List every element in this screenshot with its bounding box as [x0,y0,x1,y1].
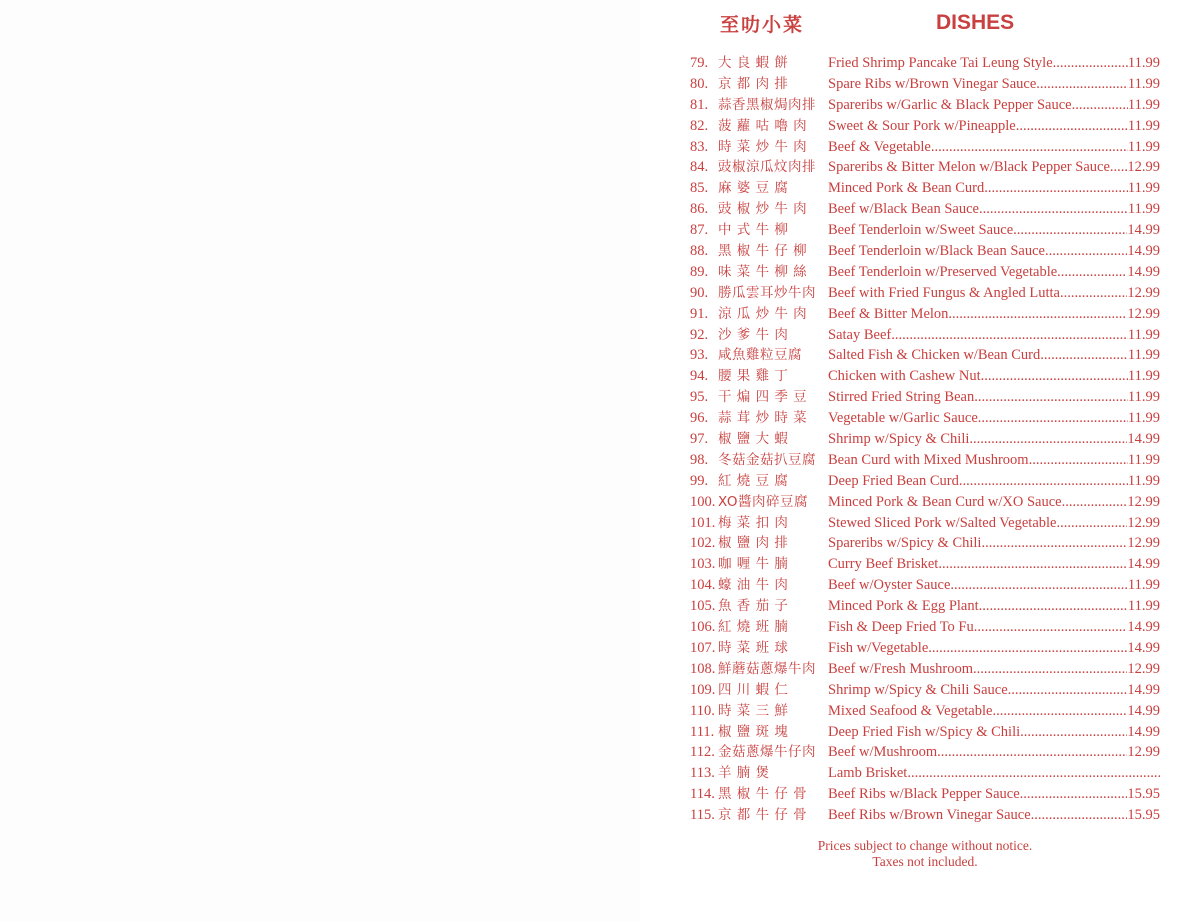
dot-leader [891,325,1128,346]
item-price: 12.99 [1127,514,1160,531]
item-number: 113. [690,765,715,782]
dot-leader [973,659,1127,680]
item-english-wrap [828,178,1160,199]
menu-item [690,513,1160,534]
item-chinese-name: 勝瓜雲耳炒牛肉 [718,284,816,301]
item-english-wrap [828,262,1160,283]
item-number: 108. [690,660,716,677]
item-chinese-name: 豉椒涼瓜炆肉排 [718,159,816,176]
item-english-name: Beef & Bitter Melon [828,305,949,322]
item-price: 14.99 [1127,222,1160,239]
item-english-name: Deep Fried Bean Curd [828,472,959,489]
item-english-name: Fish w/Vegetable [828,639,929,656]
menu-items-list [690,53,1160,826]
dot-leader [1016,116,1128,137]
item-english-name: Minced Pork & Bean Curd [828,180,985,197]
menu-item [690,366,1160,387]
item-number: 97. [690,431,709,448]
menu-item [690,408,1160,429]
menu-item [690,805,1160,826]
menu-item [690,137,1160,158]
item-english-wrap [828,450,1160,471]
dot-leader [1020,722,1127,743]
item-english-name: Beef w/Fresh Mushroom [828,660,973,677]
item-number: 94. [690,368,709,385]
item-english-name: Spareribs w/Spicy & Chili [828,535,982,552]
item-price: 11.99 [1127,117,1160,134]
item-number: 114. [690,786,715,803]
item-number: 83. [690,138,709,155]
menu-item [690,575,1160,596]
dot-leader [984,178,1128,199]
dot-leader [931,137,1128,158]
item-number: 98. [690,451,709,468]
item-number: 95. [690,389,709,406]
item-chinese-name: 魚 香 茄 子 [718,598,789,615]
item-price: 14.99 [1127,431,1160,448]
item-number: 85. [690,180,709,197]
tax-notice: Taxes not included. [872,854,978,869]
item-chinese-name: 椒 鹽 大 蝦 [718,431,789,448]
item-price: 14.99 [1127,243,1160,260]
item-english-name: Spareribs w/Garlic & Black Pepper Sauce [828,96,1072,113]
dot-leader [974,617,1128,638]
item-price: 11.99 [1127,96,1160,113]
item-chinese-name: 腰 果 雞 丁 [718,368,789,385]
item-price: 12.99 [1127,159,1160,176]
dot-leader [948,304,1127,325]
item-number: 115. [690,807,715,824]
item-price: 11.99 [1127,389,1160,406]
dot-leader [978,408,1128,429]
item-number: 111. [690,723,715,740]
item-price: 11.99 [1127,55,1160,71]
item-english-name: Beef Tenderloin w/Preserved Vegetable [828,263,1058,280]
menu-item [690,53,1160,74]
item-english-name: Beef Ribs w/Black Pepper Sauce [828,786,1020,803]
item-chinese-name: 蠔 油 牛 肉 [718,577,789,594]
menu-item [690,220,1160,241]
item-english-name: Chicken with Cashew Nut [828,368,981,385]
item-english-name: Minced Pork & Bean Curd w/XO Sauce [828,493,1062,510]
item-price: 12.99 [1127,744,1160,761]
item-price: 12.99 [1127,535,1160,552]
item-price: 12.99 [1127,660,1160,677]
item-english-wrap [828,199,1160,220]
item-price: 12.99 [1127,284,1160,301]
item-chinese-name: 蒜香黑椒焗肉排 [718,96,816,113]
dot-leader [1013,220,1127,241]
item-price: 11.99 [1127,472,1160,489]
item-english-wrap [828,492,1160,513]
item-number: 110. [690,702,715,719]
item-price: 15.95 [1127,786,1160,803]
item-number: 86. [690,201,709,218]
menu-item [690,429,1160,450]
item-number: 104. [690,577,716,594]
item-chinese-name: 中 式 牛 柳 [718,222,789,239]
item-price: 11.99 [1127,347,1160,364]
dot-leader [1053,53,1128,74]
menu-item [690,116,1160,137]
item-chinese-name: 鮮蘑菇蔥爆牛肉 [718,660,816,677]
item-price: 15.95 [1127,807,1160,824]
header-english-title: DISHES [936,11,1015,34]
menu-item [690,178,1160,199]
item-price: 14.99 [1127,556,1160,573]
item-price: 11.99 [1127,410,1160,427]
item-english-name: Beef Tenderloin w/Black Bean Sauce [828,243,1045,260]
item-english-wrap [828,74,1160,95]
dot-leader [1040,345,1128,366]
dishes-menu [690,8,1160,824]
dot-leader [907,763,1160,784]
dot-leader [1029,450,1128,471]
item-number: 89. [690,263,709,280]
item-english-name: Beef Ribs w/Brown Vinegar Sauce [828,807,1031,824]
item-price: 14.99 [1127,263,1160,280]
item-chinese-name: 京 都 肉 排 [718,75,789,92]
item-number: 91. [690,305,709,322]
menu-item [690,283,1160,304]
item-price: 14.99 [1127,619,1160,636]
menu-item [690,262,1160,283]
item-chinese-name: 梅 菜 扣 肉 [718,514,789,531]
dot-leader [1057,262,1127,283]
menu-item [690,74,1160,95]
item-number: 100. [690,493,716,510]
item-english-name: Mixed Seafood & Vegetable [828,702,993,719]
item-english-wrap [828,116,1160,137]
item-chinese-name: 羊 腩 煲 [718,765,770,782]
item-english-wrap [828,784,1160,805]
item-english-wrap [828,345,1160,366]
item-number: 109. [690,681,716,698]
dot-leader [979,596,1128,617]
item-price: 11.99 [1127,138,1160,155]
dot-leader [969,429,1127,450]
item-english-wrap [828,554,1160,575]
item-price: 12.99 [1127,305,1160,322]
item-chinese-name: 蒜 茸 炒 時 菜 [718,410,808,427]
item-number: 107. [690,639,716,656]
dot-leader [1031,805,1128,826]
item-english-name: Fried Shrimp Pancake Tai Leung Style [828,55,1053,71]
menu-item [690,596,1160,617]
menu-item [690,199,1160,220]
item-english-wrap [828,471,1160,492]
menu-item [690,680,1160,701]
item-chinese-name: 菠 蘿 咕 嚕 肉 [718,117,808,134]
menu-item [690,157,1160,178]
item-price: 14.99 [1127,723,1160,740]
item-english-wrap [828,513,1160,534]
item-english-wrap [828,325,1160,346]
item-number: 101. [690,514,716,531]
menu-item [690,701,1160,722]
dot-leader [1062,492,1128,513]
menu-item [690,659,1160,680]
item-chinese-name: 黑 椒 牛 仔 柳 [718,243,808,260]
dot-leader [974,387,1128,408]
item-number: 79. [690,55,709,71]
menu-item [690,95,1160,116]
menu-item [690,763,1160,784]
dot-leader [928,638,1127,659]
item-english-name: Stewed Sliced Pork w/Salted Vegetable [828,514,1057,531]
item-chinese-name: 黑 椒 牛 仔 骨 [718,786,808,803]
dot-leader [979,199,1128,220]
item-english-wrap [828,304,1160,325]
item-price: 14.99 [1127,702,1160,719]
item-number: 87. [690,222,709,239]
item-number: 112. [690,744,715,761]
item-english-name: Beef w/Mushroom [828,744,938,761]
item-english-name: Beef w/Oyster Sauce [828,577,951,594]
item-number: 105. [690,598,716,615]
item-english-wrap [828,53,1160,74]
dot-leader [1045,241,1127,262]
item-number: 81. [690,96,709,113]
menu-item [690,533,1160,554]
item-english-wrap [828,742,1160,763]
dot-leader [937,742,1127,763]
item-price: 11.99 [1127,326,1160,343]
menu-item [690,387,1160,408]
item-chinese-name: 豉 椒 炒 牛 肉 [718,201,808,218]
item-english-name: Minced Pork & Egg Plant [828,598,979,615]
item-english-name: Spare Ribs w/Brown Vinegar Sauce [828,75,1037,92]
dot-leader [981,533,1127,554]
dot-leader [1060,283,1127,304]
item-chinese-name: 干 煸 四 季 豆 [718,389,808,406]
item-number: 82. [690,117,709,134]
item-chinese-name: 咸魚雞粒豆腐 [718,347,802,364]
menu-footer [690,838,1160,870]
item-chinese-name: 沙 爹 牛 肉 [718,326,789,343]
item-chinese-name: 時 菜 三 鮮 [718,702,789,719]
dot-leader [959,471,1128,492]
item-english-wrap [828,241,1160,262]
item-number: 96. [690,410,709,427]
price-notice: Prices subject to change without notice. [817,838,1033,853]
dot-leader [1110,157,1127,178]
item-number: 102. [690,535,716,552]
item-chinese-name: 時 菜 班 球 [718,639,789,656]
menu-item [690,325,1160,346]
item-chinese-name: 麻 婆 豆 腐 [718,180,789,197]
item-number: 90. [690,284,709,301]
menu-item [690,638,1160,659]
dot-leader [992,701,1127,722]
item-number: 88. [690,243,709,260]
item-chinese-name: 冬菇金菇扒豆腐 [718,451,816,468]
item-number: 106. [690,619,716,636]
dot-leader [1008,680,1128,701]
item-english-name: Beef w/Black Bean Sauce [828,201,979,218]
item-english-wrap [828,366,1160,387]
dot-leader [981,366,1128,387]
item-chinese-name: 時 菜 炒 牛 肉 [718,138,808,155]
dot-leader [1072,95,1128,116]
item-chinese-name: 椒 鹽 肉 排 [718,535,789,552]
item-number: 92. [690,326,709,343]
item-english-name: Beef Tenderloin w/Sweet Sauce [828,222,1014,239]
item-number: 84. [690,159,709,176]
item-english-name: Beef & Vegetable [828,138,931,155]
item-english-name: Satay Beef [828,326,892,343]
dot-leader [1020,784,1128,805]
item-chinese-name: 京 都 牛 仔 骨 [718,807,808,824]
item-english-wrap [828,387,1160,408]
item-english-wrap [828,429,1160,450]
item-chinese-name: 金菇蔥爆牛仔肉 [718,744,816,761]
item-english-name: Sweet & Sour Pork w/Pineapple [828,117,1016,134]
item-chinese-name: 味 菜 牛 柳 絲 [718,263,808,280]
menu-item [690,492,1160,513]
item-chinese-name: 涼 瓜 炒 牛 肉 [718,305,808,322]
item-price: 11.99 [1127,451,1160,468]
item-english-name: Deep Fried Fish w/Spicy & Chili [828,723,1021,740]
dot-leader [938,554,1127,575]
item-english-name: Lamb Brisket [828,765,908,782]
menu-item [690,742,1160,763]
item-price: 11.99 [1127,180,1160,197]
dot-leader [950,575,1128,596]
item-english-wrap [828,137,1160,158]
menu-item [690,304,1160,325]
item-english-name: Stirred Fried String Bean [828,389,975,406]
item-number: 93. [690,347,709,364]
item-english-name: Fish & Deep Fried To Fu [828,619,974,636]
item-number: 80. [690,75,709,92]
item-english-wrap [828,701,1160,722]
item-chinese-name: 紅 燒 豆 腐 [718,472,789,489]
item-price: 11.99 [1127,598,1160,615]
item-price: 12.99 [1127,493,1160,510]
menu-item [690,784,1160,805]
item-price: 14.99 [1127,681,1160,698]
dot-leader [1056,513,1127,534]
item-english-wrap [828,157,1160,178]
item-chinese-name: 咖 喱 牛 腩 [718,556,789,573]
item-price: 14.99 [1127,639,1160,656]
item-english-wrap [828,533,1160,554]
menu-item [690,617,1160,638]
item-price: 11.99 [1127,577,1160,594]
item-english-wrap [828,763,1160,784]
item-english-name: Shrimp w/Spicy & Chili Sauce [828,681,1008,698]
item-english-name: Spareribs & Bitter Melon w/Black Pepper Sauce [828,159,1110,176]
item-english-wrap [828,408,1160,429]
item-english-name: Salted Fish & Chicken w/Bean Curd [828,347,1041,364]
item-english-name: Beef with Fried Fungus & Angled Lutta [828,284,1060,301]
menu-item [690,241,1160,262]
dot-leader [1036,74,1128,95]
menu-item [690,554,1160,575]
item-chinese-name: 椒 鹽 斑 塊 [718,723,789,740]
item-english-wrap [828,805,1160,826]
menu-item [690,722,1160,743]
item-number: 103. [690,556,716,573]
item-english-wrap [828,638,1160,659]
menu-item [690,345,1160,366]
item-number: 99. [690,472,709,489]
menu-item [690,471,1160,492]
item-price: 11.99 [1127,75,1160,92]
item-chinese-name: 大 良 蝦 餅 [718,55,789,71]
item-price: 11.99 [1127,201,1160,218]
item-english-wrap [828,283,1160,304]
item-english-wrap [828,596,1160,617]
item-english-wrap [828,680,1160,701]
item-chinese-name: 紅 燒 班 腩 [718,619,789,636]
item-english-wrap [828,575,1160,596]
item-english-name: Vegetable w/Garlic Sauce [828,410,978,427]
item-english-wrap [828,659,1160,680]
header-chinese-title: 至叻小菜 [720,14,805,36]
item-price: 11.99 [1127,368,1160,385]
item-english-wrap [828,617,1160,638]
menu-item [690,450,1160,471]
item-english-wrap [828,220,1160,241]
item-english-name: Curry Beef Brisket [828,556,939,573]
item-chinese-name: 四 川 蝦 仁 [718,681,789,698]
item-english-wrap [828,95,1160,116]
item-chinese-name: XO醬肉碎豆腐 [718,493,809,510]
menu-header [690,8,1160,48]
item-english-name: Bean Curd with Mixed Mushroom [828,451,1029,468]
item-english-name: Shrimp w/Spicy & Chili [828,431,970,448]
item-english-wrap [828,722,1160,743]
